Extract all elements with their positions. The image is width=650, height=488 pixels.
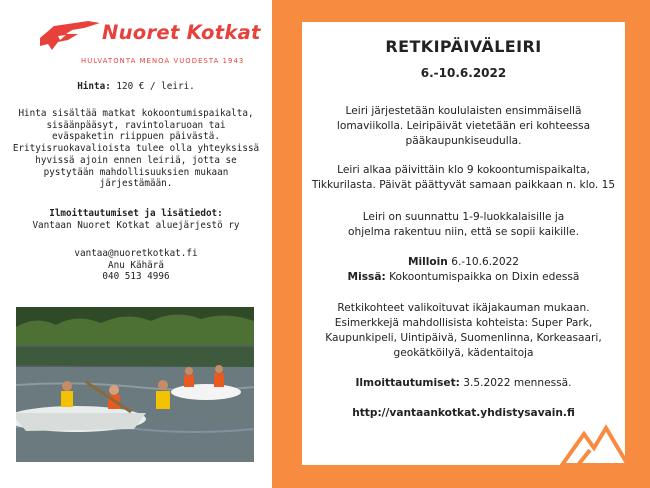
price-value: 120 € / leiri. bbox=[116, 81, 195, 92]
event-title: RETKIPÄIVÄLEIRI bbox=[385, 37, 542, 56]
registration-label: Ilmoittautumiset: bbox=[355, 377, 460, 389]
website-link[interactable]: http://vantaankotkat.yhdistysavain.fi bbox=[352, 407, 575, 419]
nuoret-kotkat-logo bbox=[38, 20, 261, 70]
contact-email[interactable]: vantaa@nuoretkotkat.fi bbox=[74, 248, 198, 259]
lake-rowing-photo bbox=[16, 307, 254, 462]
destinations-line: Esimerkkejä mahdollisista kohteista: Super Park, bbox=[334, 317, 593, 329]
info-panel bbox=[302, 22, 625, 465]
logo-tagline: HULVATONTA MENOA VUODESTA 1943 bbox=[81, 57, 245, 65]
audience-paragraph bbox=[302, 210, 625, 240]
where-value: Kokoontumispaikka on Dixin edessä bbox=[389, 271, 580, 283]
contact-details bbox=[4, 248, 268, 283]
registration-value: 3.5.2022 mennessä. bbox=[463, 377, 572, 389]
intro-line: Leiri järjestetään koululaisten ensimmäisellä bbox=[345, 105, 582, 117]
destinations-line: geokätköilyä, kädentaitoja bbox=[393, 347, 534, 359]
schedule-paragraph bbox=[302, 163, 625, 193]
contact-heading: Ilmoittautumiset ja lisätiedot: bbox=[49, 208, 223, 219]
contact-person: Anu Kähärä bbox=[108, 259, 164, 271]
schedule-line: Leiri alkaa päivittäin klo 9 kokoontumispaikalta, bbox=[337, 164, 590, 176]
where-label: Missä: bbox=[347, 271, 386, 283]
when-value: 6.-10.6.2022 bbox=[451, 256, 520, 268]
price-info-line: pystytään mahdollisuuksien mukaan bbox=[43, 166, 229, 178]
price-info-line: Hinta sisältää matkat kokoontumispaikalta, bbox=[18, 108, 254, 119]
audience-line: ohjelma rakentuu niin, että se sopii kaikille. bbox=[348, 226, 579, 238]
destinations-line: Kaupunkipeli, Uintipäivä, Suomenlinna, Korkeasaari, bbox=[325, 332, 602, 344]
destinations-line: Retkikohteet valikoituvat ikäjakauman mukaan. bbox=[337, 302, 590, 314]
price-info-line: eväspaketin riippuen päivästä. bbox=[52, 131, 220, 143]
price-label: Hinta: bbox=[77, 81, 111, 92]
logo-name: Nuoret Kotkat bbox=[102, 21, 261, 44]
website-line bbox=[302, 406, 625, 421]
when-where bbox=[302, 255, 625, 285]
intro-line: pääkaupunkiseudulla. bbox=[405, 135, 522, 147]
price-info-line: järjestämään. bbox=[99, 178, 173, 190]
price-info-line: Erityisruokavalioista tulee olla yhteyksissä bbox=[12, 143, 260, 155]
eagle-icon bbox=[38, 20, 100, 54]
contact-block bbox=[4, 208, 268, 231]
organization-name: Vantaan Nuoret Kotkat aluejärjestö ry bbox=[32, 219, 240, 231]
price-info-line: hyvissä ajoin ennen leiriä, jotta se bbox=[35, 154, 237, 166]
price-line bbox=[4, 81, 268, 93]
registration-line bbox=[302, 376, 625, 391]
intro-line: lomaviikolla. Leiripäivät vietetään eri kohteessa bbox=[336, 120, 591, 132]
schedule-line: Tikkurilasta. Päivät päättyvät samaan paikkaan n. klo. 15 bbox=[311, 179, 616, 191]
intro-paragraph bbox=[302, 104, 625, 149]
audience-line: Leiri on suunnattu 1-9-luokkalaisille ja bbox=[362, 211, 565, 223]
price-info bbox=[4, 108, 268, 190]
when-label: Milloin bbox=[407, 256, 448, 268]
event-date: 6.-10.6.2022 bbox=[420, 66, 507, 80]
price-info-line: sisäänpääsyt, ravintolaruoan tai bbox=[46, 119, 226, 131]
contact-phone: 040 513 4996 bbox=[102, 271, 170, 283]
destinations-paragraph bbox=[302, 301, 625, 361]
mountain-outline-icon bbox=[560, 422, 630, 467]
